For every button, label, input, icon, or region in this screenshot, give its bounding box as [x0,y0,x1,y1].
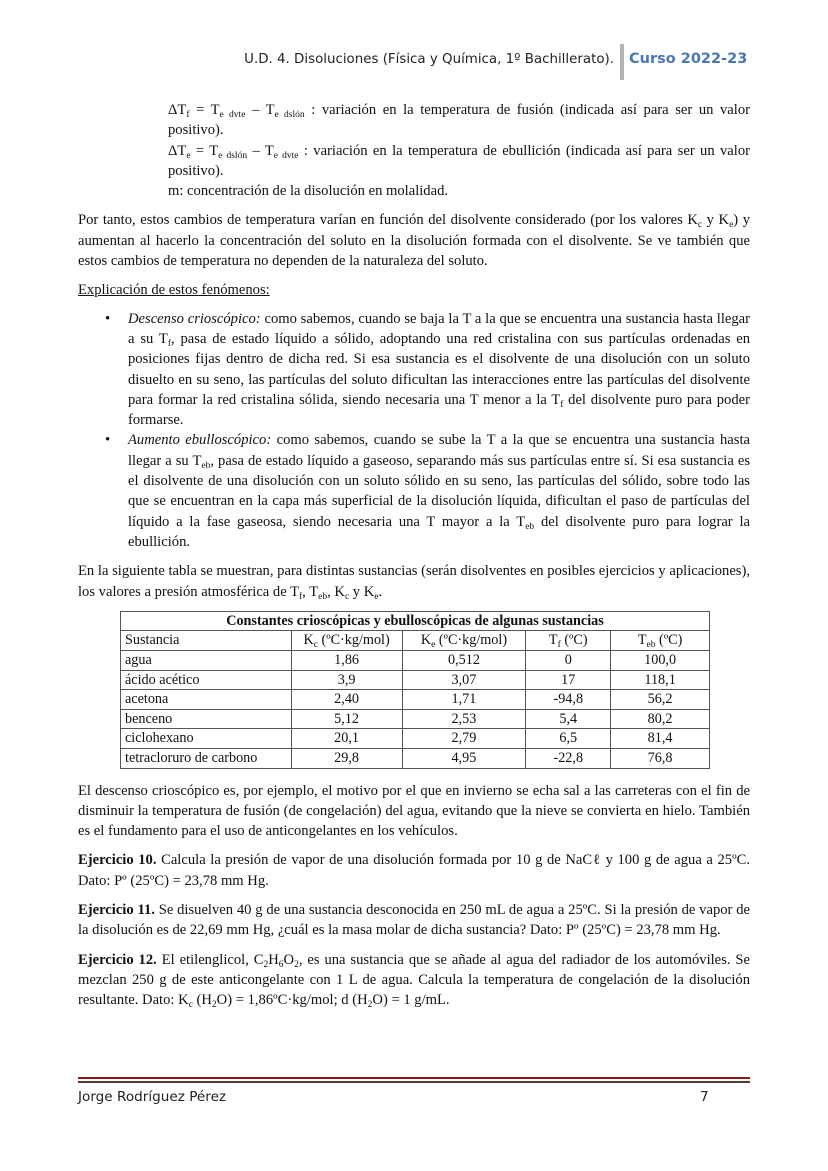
table-cell-teb: 81,4 [611,729,710,749]
table-row [121,729,710,749]
table-cell-kc: 3,9 [291,670,402,690]
header-title: U.D. 4. Disoluciones (Física y Química, 1º Bachillerato). [244,52,614,67]
footer-rule-secondary [78,1081,750,1083]
column-header-substance: Sustancia [121,631,292,651]
table-cell-kc: 1,86 [291,651,402,671]
table-cell-substance: ciclohexano [121,729,292,749]
table-cell-ke: 3,07 [402,670,526,690]
table-row [121,748,710,768]
table-cell-substance: ácido acético [121,670,292,690]
table-cell-ke: 1,71 [402,690,526,710]
exercise-12: Ejercicio 12. El etilenglicol, $C_2H_6O_2$, es una sustancia que se añade al agua del radiador de los automóviles. Se mezclan 250 g de este anticongelante con 1 L de agua. Calcula la temperatura de congelación de la disolución resultante. Dato: $K_c$ $(H_2O)$ = 1,86ºC·kg/mol; d $(H_2O) = 1$ g/mL. [78,951,750,1011]
table-row [121,670,710,690]
table-header-row [121,631,710,651]
table-row [121,690,710,710]
table-cell-ke: 4,95 [402,748,526,768]
footer-rule [78,1077,750,1079]
header-course: Curso 2022-23 [629,51,748,67]
definition-delta-te: $\Delta T_e = T_{e dslón} - T_{e dvte}$ : variación en la temperatura de ebullición (indicada así para ser un valor positivo). [168,142,750,179]
column-header-ke: $K_e$ (ºC·kg/mol) [402,631,526,651]
table-cell-substance: benceno [121,709,292,729]
table-cell-teb: 80,2 [611,709,710,729]
table-cell-tf: -22,8 [526,748,611,768]
exercise-11-label: Ejercicio 11. [78,902,155,919]
footer-author: Jorge Rodríguez Pérez [78,1089,227,1105]
table-cell-substance: acetona [121,690,292,710]
table-cell-substance: agua [121,651,292,671]
column-header-kc: $K_c$ (ºC·kg/mol) [291,631,402,651]
table-cell-tf: 6,5 [526,729,611,749]
exercise-11: Ejercicio 11. Se disuelven 40 g de una sustancia desconocida en 250 mL de agua a 25ºC. Si la presión de vapor de la disolución es de 22,69 mm Hg, ¿cuál es la masa molar de dicha sustancia? Dato: Pº (25ºC) = 23,78 mm Hg. [78,902,750,939]
explanation-heading: Explicación de estos fenómenos: [78,282,270,299]
table-cell-kc: 2,40 [291,690,402,710]
exercise-12-label: Ejercicio 12. [78,951,157,968]
table-title: Constantes crioscópicas y ebulloscópicas de algunas sustancias [121,611,710,631]
constants-table [120,611,710,769]
table-cell-ke: 2,79 [402,729,526,749]
definitions [78,100,750,201]
list-item-cryoscopic: • Descenso crioscópico: como sabemos, cuando se baja la T a la que se encuentra una sustancia hasta llegar a su $T_f$, pasa de estado líquido a sólido, adoptando una red cristalina con sus partículas ordenadas en posiciones fijas dentro de dicha red. Si esa sustancia es el disolvente de una disolución con un soluto disuelto en su seno, las partículas del soluto dificultan las interacciones entre las partículas del disolvente para formar la red cristalina sólida, siendo necesaria una T menor a la $T_f$ del disolvente puro para poder formarse. [78,309,750,431]
table-title-row [121,611,710,631]
page-number: 7 [700,1089,709,1105]
paragraph-road-salt: El descenso crioscópico es, por ejemplo, el motivo por el que en invierno se echa sal a las carreteras con el fin de disminuir la temperatura de fusión (de congelación) del agua, evitando que la nieve se convierta en hielo. También es el fundamento para el uso de anticongelantes en los vehículos. [78,782,750,840]
table-cell-kc: 5,12 [291,709,402,729]
page-content [78,100,750,1011]
exercise-10-label: Ejercicio 10. [78,852,157,869]
phenomena-list [78,309,750,553]
table-cell-tf: -94,8 [526,690,611,710]
table-cell-teb: 76,8 [611,748,710,768]
exercise-10: Ejercicio 10. Calcula la presión de vapor de una disolución formada por 10 g de NaCℓ y 100 g de agua a 25ºC. Dato: Pº (25ºC) = 23,78 mm Hg. [78,852,750,889]
header-divider [620,44,624,80]
table-cell-kc: 29,8 [291,748,402,768]
table-cell-tf: 17 [526,670,611,690]
table-cell-kc: 20,1 [291,729,402,749]
table-cell-ke: 2,53 [402,709,526,729]
column-header-tf: $T_f$ (ºC) [526,631,611,651]
table-cell-tf: 5,4 [526,709,611,729]
list-item-ebullioscopic: • Aumento ebulloscópico: como sabemos, cuando se sube la T a la que se encuentra una sustancia hasta llegar a su $T_{eb}$, pasa de estado líquido a gaseoso, separando más sus partículas entre sí. Si esa sustancia es el disolvente de una disolución con un soluto sólido en su seno, las partículas del sólido, sobre todo las que se encuentran en la capa más superficial de la disolución líquida, dificultan el paso de partículas del líquido a la fase gaseosa, siendo necesaria una T mayor a la $T_{eb}$ del disolvente puro para lograr la ebullición. [78,430,750,552]
table-cell-tf: 0 [526,651,611,671]
definition-delta-tf: $\Delta T_f = T_{e dvte} - T_{e dslón}$ : variación en la temperatura de fusión (indicada así para ser un valor positivo). [168,102,750,139]
table-cell-ke: 0,512 [402,651,526,671]
table-cell-teb: 100,0 [611,651,710,671]
table-row [121,709,710,729]
table-cell-substance: tetracloruro de carbono [121,748,292,768]
paragraph-temperature-changes: Por tanto, estos cambios de temperatura varían en función del disolvente considerado (por los valores $K_c$ y $K_e$) y aumentan al hacerlo la concentración del soluto en la disolución formada con el disolvente. Se ve también que estos cambios de temperatura no dependen de la naturaleza del soluto. [78,212,750,270]
table-cell-teb: 56,2 [611,690,710,710]
column-header-teb: $T_{eb}$ (ºC) [611,631,710,651]
table-row [121,651,710,671]
table-cell-teb: 118,1 [611,670,710,690]
paragraph-table-intro: En la siguiente tabla se muestran, para distintas sustancias (serán disolventes en posibles ejercicios y aplicaciones), los valores a presión atmosférica de $T_f$, $T_{eb}$, $K_c$ y $K_e$. [78,563,750,602]
definition-molality: m: concentración de la disolución en molalidad. [168,183,449,200]
